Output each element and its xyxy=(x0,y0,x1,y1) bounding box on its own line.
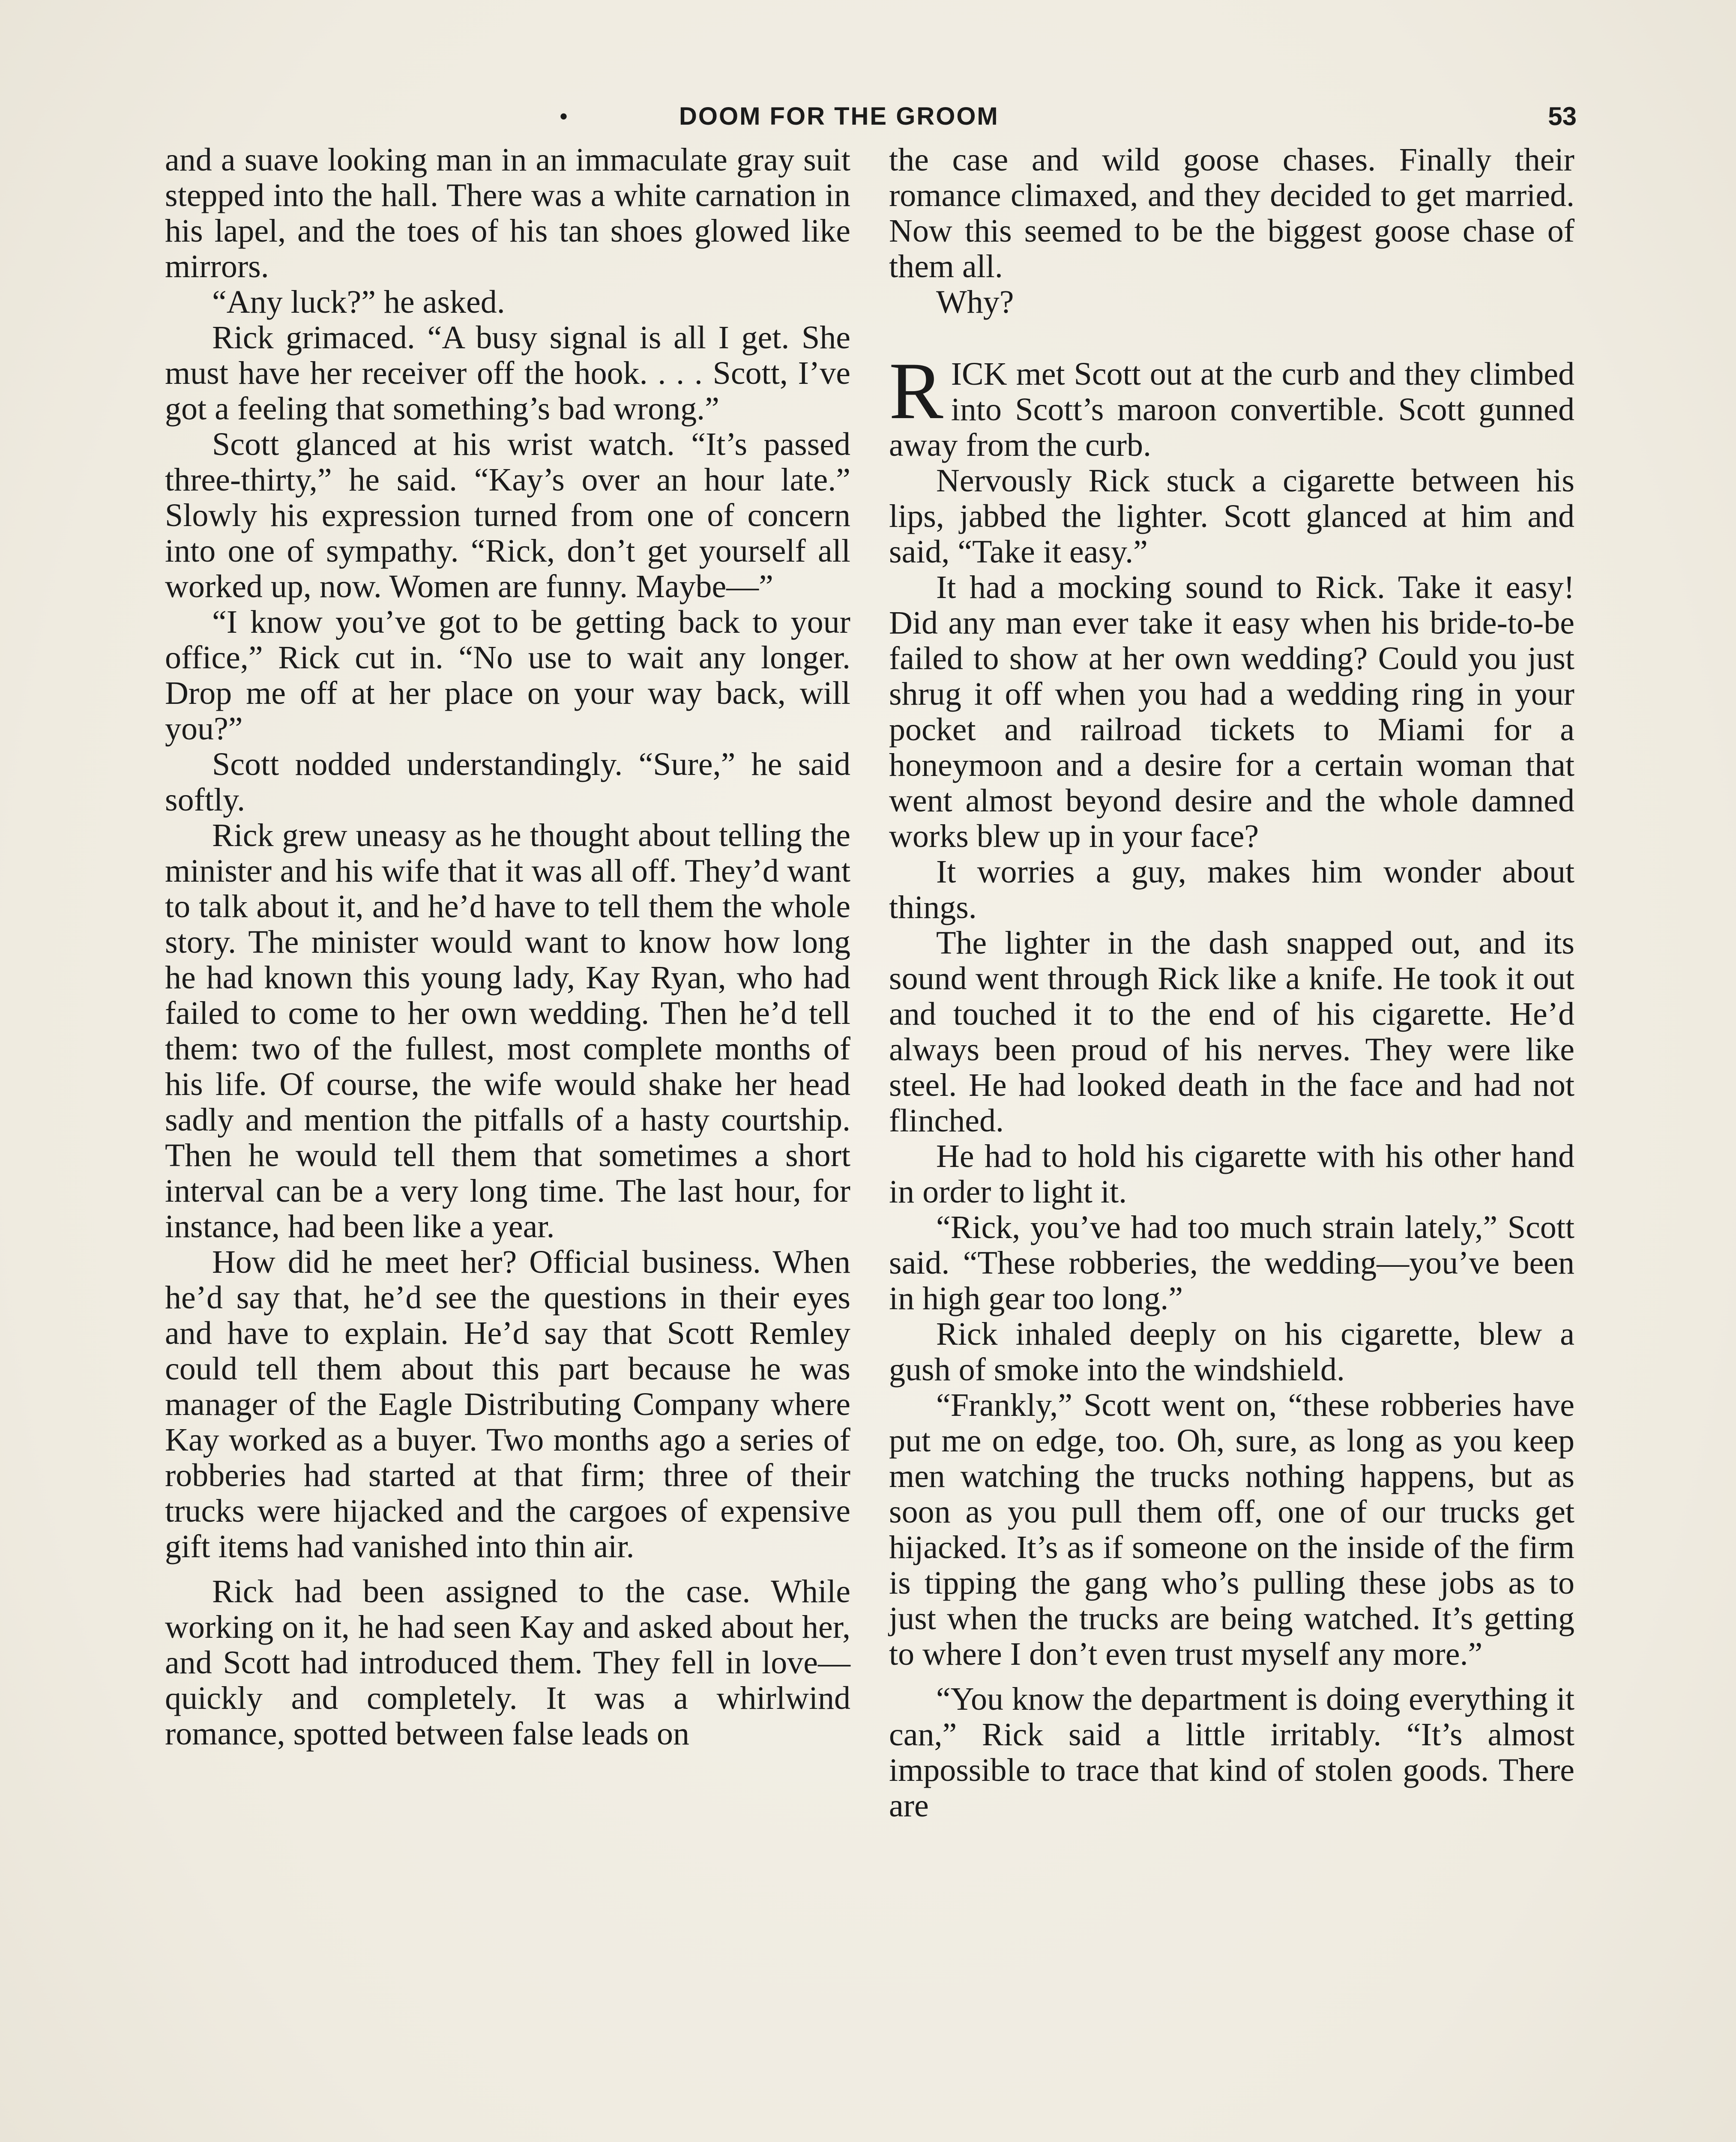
page-number: 53 xyxy=(1548,102,1577,131)
paragraph: Rick grew uneasy as he thought about telling the minister and his wife that it was all off. They’d want to talk about it, and he’d have to tell them the whole story. The minister would want to know how long he had known this young lady, Kay Ryan, who had failed to come to her own wedding. Then he’d tell them: two of the fullest, most complete months of his life. Of course, the wife would shake her head sadly and mention the pitfalls of a hasty courtship. Then he would tell them that sometimes a short interval can be a very long time. The last hour, for instance, had been like a year. xyxy=(165,817,850,1245)
paragraph: “I know you’ve got to be getting back to your office,” Rick cut in. “No use to wait any longer. Drop me off at her place on your way back, will you?” xyxy=(165,604,850,747)
paragraph: “Any luck?” he asked. xyxy=(212,284,505,320)
section-opening-text: ICK met Scott out at the curb and they climbed into Scott’s maroon convertible. Scott gunned away from the curb. xyxy=(889,356,1574,463)
paragraph: It had a mocking sound to Rick. Take it easy! Did any man ever take it easy when his bride-to-be failed to show at her own wedding? Could you just shrug it off when you had a wedding ring in your pocket and railroad tickets to Miami for a honeymoon and a desire for a certain woman that went almost beyond desire and the whole damned works blew up in your face? xyxy=(889,569,1574,854)
paragraph: the case and wild goose chases. Finally their romance climaxed, and they decided to get married. Now this seemed to be the biggest goose chase of them all. xyxy=(889,142,1574,284)
paragraph: Scott nodded understandingly. “Sure,” he said softly. xyxy=(165,746,850,818)
paragraph: Why? xyxy=(936,284,1014,320)
paragraph: “Rick, you’ve had too much strain lately,” Scott said. “These robberies, the wedding—you’ve been in high gear too long.” xyxy=(889,1209,1574,1316)
paragraph: Rick grimaced. “A busy signal is all I get. She must have her receiver off the hook. . . . Scott, I’ve got a feeling that something’s bad wrong.” xyxy=(165,320,850,427)
paragraph: and a suave looking man in an immaculate gray suit stepped into the hall. There was a white carnation in his lapel, and the toes of his tan shoes glowed like mirrors. xyxy=(165,142,850,284)
section-opening-paragraph xyxy=(889,346,1574,463)
paragraph: How did he meet her? Official business. When he’d say that, he’d see the questions in their eyes and have to explain. He’d say that Scott Remley could tell them about this part because he was manager of the Eagle Distributing Company where Kay worked as a buyer. Two months ago a series of robberies had started at that firm; three of their trucks were hijacked and the cargoes of expensive gift items had vanished into thin air. xyxy=(165,1244,850,1565)
paragraph: It worries a guy, makes him wonder about things. xyxy=(889,854,1574,925)
paragraph: The lighter in the dash snapped out, and its sound went through Rick like a knife. He took it out and touched it to the end of his cigarette. He’d always been proud of his nerves. They were like steel. He had looked death in the face and had not flinched. xyxy=(889,925,1574,1139)
paragraph: Scott glanced at his wrist watch. “It’s passed three-thirty,” he said. “Kay’s over an hour late.” Slowly his expression turned from one of concern into one of sympathy. “Rick, don’t get yourself all worked up, now. Women are funny. Maybe—” xyxy=(165,426,850,604)
paragraph: He had to hold his cigarette with his other hand in order to light it. xyxy=(889,1138,1574,1210)
right-column xyxy=(889,142,1574,1824)
paragraph: Nervously Rick stuck a cigarette between his lips, jabbed the lighter. Scott glanced at him and said, “Take it easy.” xyxy=(889,463,1574,570)
drop-cap: R xyxy=(889,346,943,436)
paragraph: “You know the department is doing everything it can,” Rick said a little irritably. “It’s almost impossible to trace that kind of stolen goods. There are xyxy=(889,1681,1574,1824)
running-head xyxy=(163,99,1577,134)
paragraph: Rick had been assigned to the case. While working on it, he had seen Kay and asked about her, and Scott had introduced them. They fell in love—quickly and completely. It was a whirlwind romance, spotted between false leads on xyxy=(165,1574,850,1752)
left-column xyxy=(165,142,850,1752)
story-title: DOOM FOR THE GROOM xyxy=(679,102,999,130)
paragraph: Rick inhaled deeply on his cigarette, blew a gush of smoke into the windshield. xyxy=(889,1316,1574,1388)
header-bullet: • xyxy=(559,102,569,131)
paragraph: “Frankly,” Scott went on, “these robberies have put me on edge, too. Oh, sure, as long as you keep men watching the trucks nothing happens, but as soon as you pull them off, one of our trucks get hijacked. It’s as if someone on the inside of the firm is tipping the gang who’s pulling these jobs as to just when the trucks are being watched. It’s getting to where I don’t even trust myself any more.” xyxy=(889,1387,1574,1672)
